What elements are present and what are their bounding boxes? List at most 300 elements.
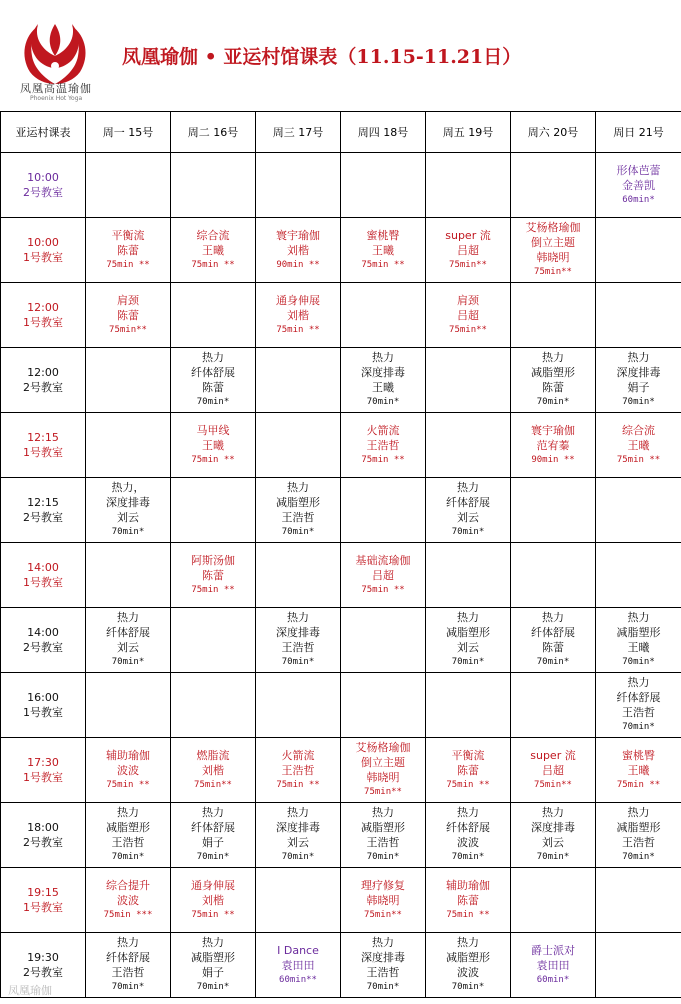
slot-time: 12:15: [27, 496, 59, 509]
class-cell: [86, 608, 171, 673]
class-cell: [171, 868, 256, 933]
empty-cell: [86, 153, 171, 218]
empty-cell: [511, 153, 596, 218]
slot-time: 14:00: [27, 561, 59, 574]
class-info-line: 袁田田: [536, 958, 570, 972]
class-cell: [171, 933, 256, 998]
class-info-line: 平衡流: [111, 228, 145, 242]
class-info-line: 波波: [117, 763, 139, 777]
class-info-line: 王曦: [202, 243, 224, 257]
empty-cell: [596, 218, 681, 283]
empty-cell: [256, 153, 341, 218]
class-info-line: 热力: [202, 936, 224, 949]
table-row: [1, 933, 681, 998]
empty-cell: [511, 543, 596, 608]
class-info-line: 纤体舒展: [106, 951, 150, 964]
class-cell: [511, 608, 596, 673]
class-info-line: 娟子: [202, 966, 224, 979]
class-duration: 75min**: [534, 267, 572, 277]
column-header-day: 周三 17号: [256, 112, 341, 153]
class-cell: [256, 803, 341, 868]
class-info-line: 吕超: [372, 568, 394, 582]
class-info-line: 纤体舒展: [191, 366, 235, 379]
empty-cell: [426, 348, 511, 413]
slot-time: 16:00: [27, 691, 59, 704]
class-info-line: 王曦: [372, 381, 394, 394]
class-info-line: 深度排毒: [361, 951, 405, 964]
class-info-line: 陈蕾: [202, 381, 224, 394]
class-duration: 70min*: [281, 852, 315, 862]
class-info-line: 蜜桃臀: [622, 748, 655, 762]
slot-room: 1号教室: [23, 706, 63, 719]
slot-room: 2号教室: [23, 966, 63, 979]
class-info-line: 陈蕾: [202, 568, 224, 582]
class-cell: [426, 608, 511, 673]
class-cell: [86, 218, 171, 283]
class-info-line: 肩颈: [457, 293, 479, 307]
empty-cell: [341, 673, 426, 738]
class-info-line: 倒立主题: [361, 756, 405, 769]
class-duration: 75min **: [361, 259, 405, 270]
class-cell: [171, 803, 256, 868]
time-slot-cell: [1, 608, 86, 673]
class-info-line: 纤体舒展: [191, 821, 235, 834]
class-info-line: 热力: [457, 481, 479, 494]
class-info-line: 平衡流: [451, 748, 485, 762]
class-info-line: 刘云: [117, 641, 139, 654]
class-duration: 90min **: [276, 259, 320, 270]
class-duration: 70min*: [622, 397, 655, 407]
class-info-line: 热力: [542, 351, 564, 364]
time-slot-cell: [1, 413, 86, 478]
class-info-line: 热力: [117, 611, 139, 624]
class-info-line: 热力: [627, 806, 650, 819]
slot-time: 12:00: [27, 366, 59, 379]
time-slot-cell: [1, 348, 86, 413]
empty-cell: [256, 868, 341, 933]
class-cell: [426, 803, 511, 868]
class-info-line: 减脂塑形: [446, 951, 490, 964]
class-info-line: 波波: [457, 836, 479, 849]
empty-cell: [511, 283, 596, 348]
class-info-line: 辅助瑜伽: [446, 878, 490, 892]
class-duration: 70min*: [281, 657, 315, 667]
class-info-line: 热力: [287, 806, 309, 819]
class-info-line: 理疗修复: [361, 878, 405, 892]
time-slot-cell: [1, 868, 86, 933]
class-info-line: 王曦: [627, 641, 650, 654]
class-info-line: 波波: [457, 966, 479, 979]
class-cell: [341, 218, 426, 283]
class-info-line: 热力，: [111, 481, 145, 494]
class-duration: 75min **: [191, 584, 235, 595]
table-row: [1, 218, 681, 283]
empty-cell: [86, 673, 171, 738]
class-info-line: 王曦: [627, 763, 650, 777]
table-row: [1, 153, 681, 218]
slot-room: 1号教室: [23, 446, 63, 459]
class-duration: 70min*: [111, 982, 145, 992]
class-info-line: 肩颈: [117, 293, 139, 307]
class-info-line: 减脂塑形: [361, 821, 405, 834]
class-duration: 70min*: [451, 982, 485, 992]
class-info-line: 减脂塑形: [106, 821, 150, 834]
class-info-line: 纤体舒展: [446, 821, 490, 834]
class-info-line: 刘楷: [287, 308, 309, 322]
class-info-line: 基础流瑜伽: [355, 553, 411, 567]
class-duration: 60min**: [279, 974, 317, 985]
class-cell: [341, 933, 426, 998]
class-info-line: 深度排毒: [276, 626, 320, 639]
class-duration: 70min*: [536, 852, 570, 862]
watermark: 凤凰瑜伽: [8, 984, 52, 997]
class-duration: 60min*: [536, 974, 570, 985]
class-duration: 70min*: [622, 852, 655, 862]
class-info-line: super 流: [445, 228, 491, 242]
slot-time: 12:15: [27, 431, 59, 444]
empty-cell: [426, 543, 511, 608]
schedule-body: [1, 153, 681, 998]
column-header-day: 周一 15号: [86, 112, 171, 153]
class-cell: [256, 283, 341, 348]
class-info-line: 金善凯: [622, 178, 655, 192]
time-slot-cell: [1, 543, 86, 608]
class-info-line: 热力: [287, 481, 309, 494]
class-cell: [86, 283, 171, 348]
class-info-line: 娟子: [202, 836, 224, 849]
class-info-line: 韩晓明: [536, 251, 570, 264]
column-header-venue: 亚运村课表: [1, 112, 86, 153]
class-info-line: 阿斯汤伽: [191, 553, 235, 567]
empty-cell: [86, 413, 171, 478]
column-header-day: 周日 21号: [596, 112, 681, 153]
class-info-line: 综合流: [196, 228, 230, 242]
logo-subtitle: Phoenix Hot Yoga: [30, 95, 83, 102]
slot-time: 19:15: [27, 886, 59, 899]
column-header-day: 周四 18号: [341, 112, 426, 153]
class-duration: 70min*: [366, 852, 400, 862]
class-cell: [86, 478, 171, 543]
slot-time: 10:00: [27, 171, 59, 184]
class-info-line: 王浩哲: [366, 836, 400, 849]
class-duration: 75min **: [191, 454, 235, 465]
class-info-line: 火箭流: [281, 748, 315, 762]
empty-cell: [341, 153, 426, 218]
time-slot-cell: [1, 803, 86, 868]
slot-time: 12:00: [27, 301, 59, 314]
class-cell: [256, 738, 341, 803]
class-duration: 70min*: [196, 982, 230, 992]
class-info-line: 马甲线: [196, 423, 230, 437]
class-info-line: 王浩哲: [281, 641, 315, 654]
class-info-line: 刘楷: [202, 893, 224, 907]
empty-cell: [426, 413, 511, 478]
column-header-day: 周二 16号: [171, 112, 256, 153]
class-duration: 75min**: [449, 259, 487, 270]
empty-cell: [256, 543, 341, 608]
class-duration: 75min**: [364, 787, 402, 797]
class-info-line: 热力: [372, 351, 394, 364]
class-info-line: 艾杨格瑜伽: [355, 741, 411, 754]
class-info-line: 综合提升: [106, 878, 150, 892]
class-info-line: 王曦: [627, 438, 650, 452]
class-info-line: 深度排毒: [276, 821, 320, 834]
class-cell: [511, 413, 596, 478]
class-info-line: 韩晓明: [366, 893, 400, 907]
schedule-header-row: [1, 112, 681, 153]
class-info-line: 热力: [542, 806, 564, 819]
class-info-line: 陈蕾: [457, 893, 479, 907]
class-duration: 75min **: [191, 259, 235, 270]
schedule-table: [0, 111, 681, 998]
class-duration: 70min*: [536, 657, 570, 667]
logo-text: 凤凰高温瑜伽: [20, 82, 92, 95]
class-info-line: 减脂塑形: [616, 626, 661, 639]
class-cell: [171, 413, 256, 478]
class-duration: 70min*: [111, 657, 145, 667]
empty-cell: [426, 673, 511, 738]
slot-time: 14:00: [27, 626, 59, 639]
empty-cell: [341, 608, 426, 673]
class-duration: 70min*: [366, 982, 400, 992]
class-info-line: 刘云: [117, 511, 139, 524]
class-info-line: 韩晓明: [366, 771, 400, 784]
class-info-line: 深度排毒: [616, 366, 661, 379]
class-info-line: 陈蕾: [542, 381, 564, 394]
class-duration: 90min **: [531, 454, 575, 465]
time-slot-cell: [1, 153, 86, 218]
class-duration: 70min*: [622, 722, 655, 732]
class-info-line: 减脂塑形: [446, 626, 490, 639]
class-cell: [171, 218, 256, 283]
class-info-line: 陈蕾: [117, 308, 139, 322]
class-info-line: 吕超: [457, 308, 479, 322]
class-cell: [86, 933, 171, 998]
header: [0, 0, 681, 111]
class-cell: [426, 218, 511, 283]
class-info-line: 王曦: [202, 438, 224, 452]
class-info-line: 王浩哲: [281, 511, 315, 524]
class-duration: 70min*: [451, 527, 485, 537]
class-info-line: 刘楷: [287, 243, 309, 257]
class-duration: 75min**: [109, 324, 147, 335]
class-cell: [511, 218, 596, 283]
class-info-line: 纤体舒展: [446, 496, 490, 509]
empty-cell: [596, 543, 681, 608]
class-duration: 70min*: [451, 852, 485, 862]
table-row: [1, 803, 681, 868]
class-info-line: 热力: [287, 611, 309, 624]
class-info-line: 形体芭蕾: [616, 163, 661, 177]
empty-cell: [86, 543, 171, 608]
class-info-line: 热力: [627, 351, 650, 364]
class-info-line: 寰宇瑜伽: [276, 228, 320, 242]
class-info-line: 热力: [627, 676, 650, 689]
class-cell: [426, 283, 511, 348]
time-slot-cell: [1, 218, 86, 283]
class-duration: 75min **: [616, 454, 661, 465]
class-info-line: 热力: [457, 936, 479, 949]
slot-room: 2号教室: [23, 511, 63, 524]
class-info-line: 王浩哲: [111, 836, 145, 849]
table-row: [1, 283, 681, 348]
class-info-line: 通身伸展: [276, 293, 320, 307]
class-duration: 75min **: [276, 324, 320, 335]
class-cell: [256, 933, 341, 998]
class-info-line: 热力: [117, 936, 139, 949]
class-cell: [171, 348, 256, 413]
empty-cell: [171, 283, 256, 348]
class-duration: 75min**: [534, 779, 572, 790]
class-info-line: 热力: [372, 806, 394, 819]
slot-room: 2号教室: [23, 836, 63, 849]
class-info-line: 热力: [457, 806, 479, 819]
class-cell: [511, 933, 596, 998]
table-row: [1, 348, 681, 413]
class-cell: [341, 543, 426, 608]
column-header-day: 周五 19号: [426, 112, 511, 153]
table-row: [1, 543, 681, 608]
class-info-line: super 流: [530, 748, 576, 762]
time-slot-cell: [1, 673, 86, 738]
slot-room: 1号教室: [23, 251, 63, 264]
class-duration: 75min **: [106, 779, 150, 790]
class-duration: 70min*: [111, 527, 145, 537]
class-cell: [426, 738, 511, 803]
empty-cell: [511, 478, 596, 543]
class-info-line: 深度排毒: [531, 821, 575, 834]
class-info-line: 爵士派对: [531, 943, 575, 957]
empty-cell: [341, 283, 426, 348]
class-cell: [171, 543, 256, 608]
class-info-line: 辅助瑜伽: [106, 748, 150, 762]
empty-cell: [426, 153, 511, 218]
table-row: [1, 608, 681, 673]
class-info-line: 刘云: [287, 836, 309, 849]
class-cell: [86, 868, 171, 933]
class-info-line: 刘云: [542, 836, 564, 849]
class-info-line: 艾杨格瑜伽: [525, 221, 581, 234]
class-info-line: 火箭流: [366, 423, 400, 437]
class-duration: 70min*: [196, 852, 230, 862]
class-info-line: 王曦: [372, 243, 394, 257]
slot-room: 2号教室: [23, 641, 63, 654]
empty-cell: [171, 153, 256, 218]
class-cell: [596, 153, 681, 218]
class-duration: 75min **: [361, 584, 405, 595]
class-info-line: 纤体舒展: [531, 626, 575, 639]
class-cell: [511, 348, 596, 413]
class-cell: [426, 478, 511, 543]
class-cell: [86, 738, 171, 803]
class-cell: [86, 803, 171, 868]
class-info-line: 波波: [117, 893, 139, 907]
class-duration: 70min*: [196, 397, 230, 407]
table-row: [1, 868, 681, 933]
slot-room: 1号教室: [23, 316, 63, 329]
class-info-line: 倒立主题: [531, 236, 575, 249]
time-slot-cell: [1, 283, 86, 348]
class-duration: 70min*: [451, 657, 485, 667]
class-info-line: 热力: [117, 806, 139, 819]
empty-cell: [171, 673, 256, 738]
class-info-line: 王浩哲: [622, 706, 655, 719]
class-info-line: 刘云: [457, 641, 479, 654]
slot-room: 1号教室: [23, 771, 63, 784]
class-info-line: 热力: [202, 351, 224, 364]
slot-time: 17:30: [27, 756, 59, 769]
class-info-line: 王浩哲: [281, 763, 315, 777]
class-duration: 60min*: [622, 194, 655, 205]
class-info-line: 深度排毒: [106, 496, 150, 509]
class-duration: 75min **: [106, 259, 150, 270]
class-info-line: 纤体舒展: [106, 626, 150, 639]
class-info-line: 热力: [372, 936, 394, 949]
empty-cell: [86, 348, 171, 413]
class-info-line: 寰宇瑜伽: [531, 423, 575, 437]
empty-cell: [256, 348, 341, 413]
class-info-line: 王浩哲: [111, 966, 145, 979]
page-title: 凤凰瑜伽 • 亚运村馆课表（11.15-11.21日）: [122, 46, 522, 68]
class-info-line: 王浩哲: [366, 438, 400, 452]
class-info-line: 热力: [457, 611, 479, 624]
class-info-line: 深度排毒: [361, 366, 405, 379]
class-info-line: 范宥蓁: [536, 438, 570, 452]
table-row: [1, 413, 681, 478]
class-cell: [256, 218, 341, 283]
class-cell: [426, 868, 511, 933]
class-info-line: 吕超: [542, 763, 564, 777]
class-cell: [596, 738, 681, 803]
class-info-line: 通身伸展: [191, 878, 235, 892]
slot-room: 2号教室: [23, 381, 63, 394]
slot-room: 2号教室: [23, 186, 63, 199]
class-cell: [341, 348, 426, 413]
empty-cell: [171, 608, 256, 673]
slot-room: 1号教室: [23, 901, 63, 914]
class-duration: 75min **: [616, 779, 661, 790]
class-info-line: 陈蕾: [542, 641, 564, 654]
class-info-line: 蜜桃臀: [366, 228, 400, 242]
class-cell: [426, 933, 511, 998]
class-info-line: 纤体舒展: [616, 691, 661, 704]
class-cell: [171, 738, 256, 803]
class-duration: 70min*: [536, 397, 570, 407]
empty-cell: [256, 413, 341, 478]
slot-time: 19:30: [27, 951, 59, 964]
class-info-line: I Dance: [277, 943, 319, 957]
class-cell: [511, 738, 596, 803]
class-cell: [596, 413, 681, 478]
class-info-line: 减脂塑形: [191, 951, 235, 964]
empty-cell: [596, 933, 681, 998]
slot-room: 1号教室: [23, 576, 63, 589]
class-duration: 70min*: [281, 527, 315, 537]
empty-cell: [596, 283, 681, 348]
empty-cell: [171, 478, 256, 543]
slot-time: 10:00: [27, 236, 59, 249]
class-info-line: 热力: [202, 806, 224, 819]
class-info-line: 王浩哲: [366, 966, 400, 979]
empty-cell: [511, 673, 596, 738]
class-duration: 75min **: [446, 779, 490, 790]
class-duration: 75min **: [361, 454, 405, 465]
class-duration: 70min*: [366, 397, 400, 407]
class-info-line: 燃脂流: [196, 748, 230, 762]
class-cell: [341, 413, 426, 478]
class-info-line: 王浩哲: [622, 836, 655, 849]
empty-cell: [596, 478, 681, 543]
